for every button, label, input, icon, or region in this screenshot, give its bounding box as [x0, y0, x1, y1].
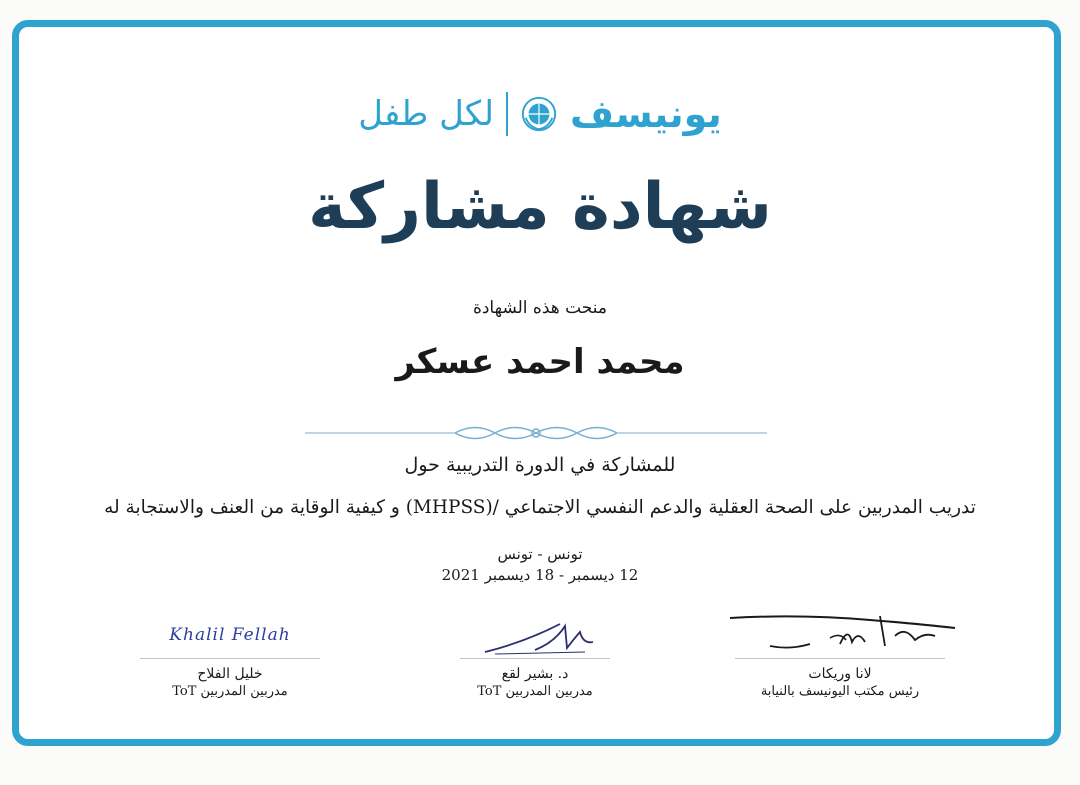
signature-block-left: [140, 612, 320, 701]
unicef-logo: [0, 92, 1080, 136]
handwritten-signature-right: [720, 606, 960, 658]
certificate-title: شهادة مشاركة: [308, 170, 772, 244]
signatory-name: لانا وريكات: [808, 666, 872, 682]
participation-label: للمشاركة في الدورة التدريبية حول: [404, 454, 676, 476]
signatory-name: خليل الفلاح: [197, 666, 263, 682]
signatory-role: رئيس مكتب اليونيسف بالنيابة: [760, 684, 920, 699]
course-location: تونس - تونس: [497, 545, 583, 563]
signature-line: [460, 658, 610, 659]
un-emblem-icon: [520, 95, 558, 133]
logo-slogan: لكل طفل: [358, 94, 494, 134]
handwritten-signature-middle: [465, 612, 605, 658]
course-dates: 12 ديسمبر - 18 ديسمبر 2021: [441, 566, 639, 584]
logo-divider: [506, 92, 508, 136]
signatory-name: د. بشير لقع: [501, 666, 569, 682]
signatory-role: مدربين المدربين ToT: [172, 684, 288, 699]
course-title: تدريب المدربين على الصحة العقلية والدعم النفسي الاجتماعي /(MHPSS) و كيفية الوقاية من العنف والاستجابة له: [104, 497, 976, 518]
ornament-divider: [305, 420, 767, 446]
signatory-role: مدربين المدربين ToT: [477, 684, 593, 699]
handwritten-signature-left: Khalil Fellah: [169, 625, 291, 645]
signature-line: [140, 658, 320, 659]
logo-org-name: يونيسف: [569, 92, 722, 136]
awarded-to-label: منحت هذه الشهادة: [472, 298, 608, 318]
signature-block-middle: [445, 612, 625, 701]
signature-line: [735, 658, 945, 659]
signature-block-right: [720, 606, 960, 701]
recipient-name: محمد احمد عسكر: [395, 342, 685, 382]
